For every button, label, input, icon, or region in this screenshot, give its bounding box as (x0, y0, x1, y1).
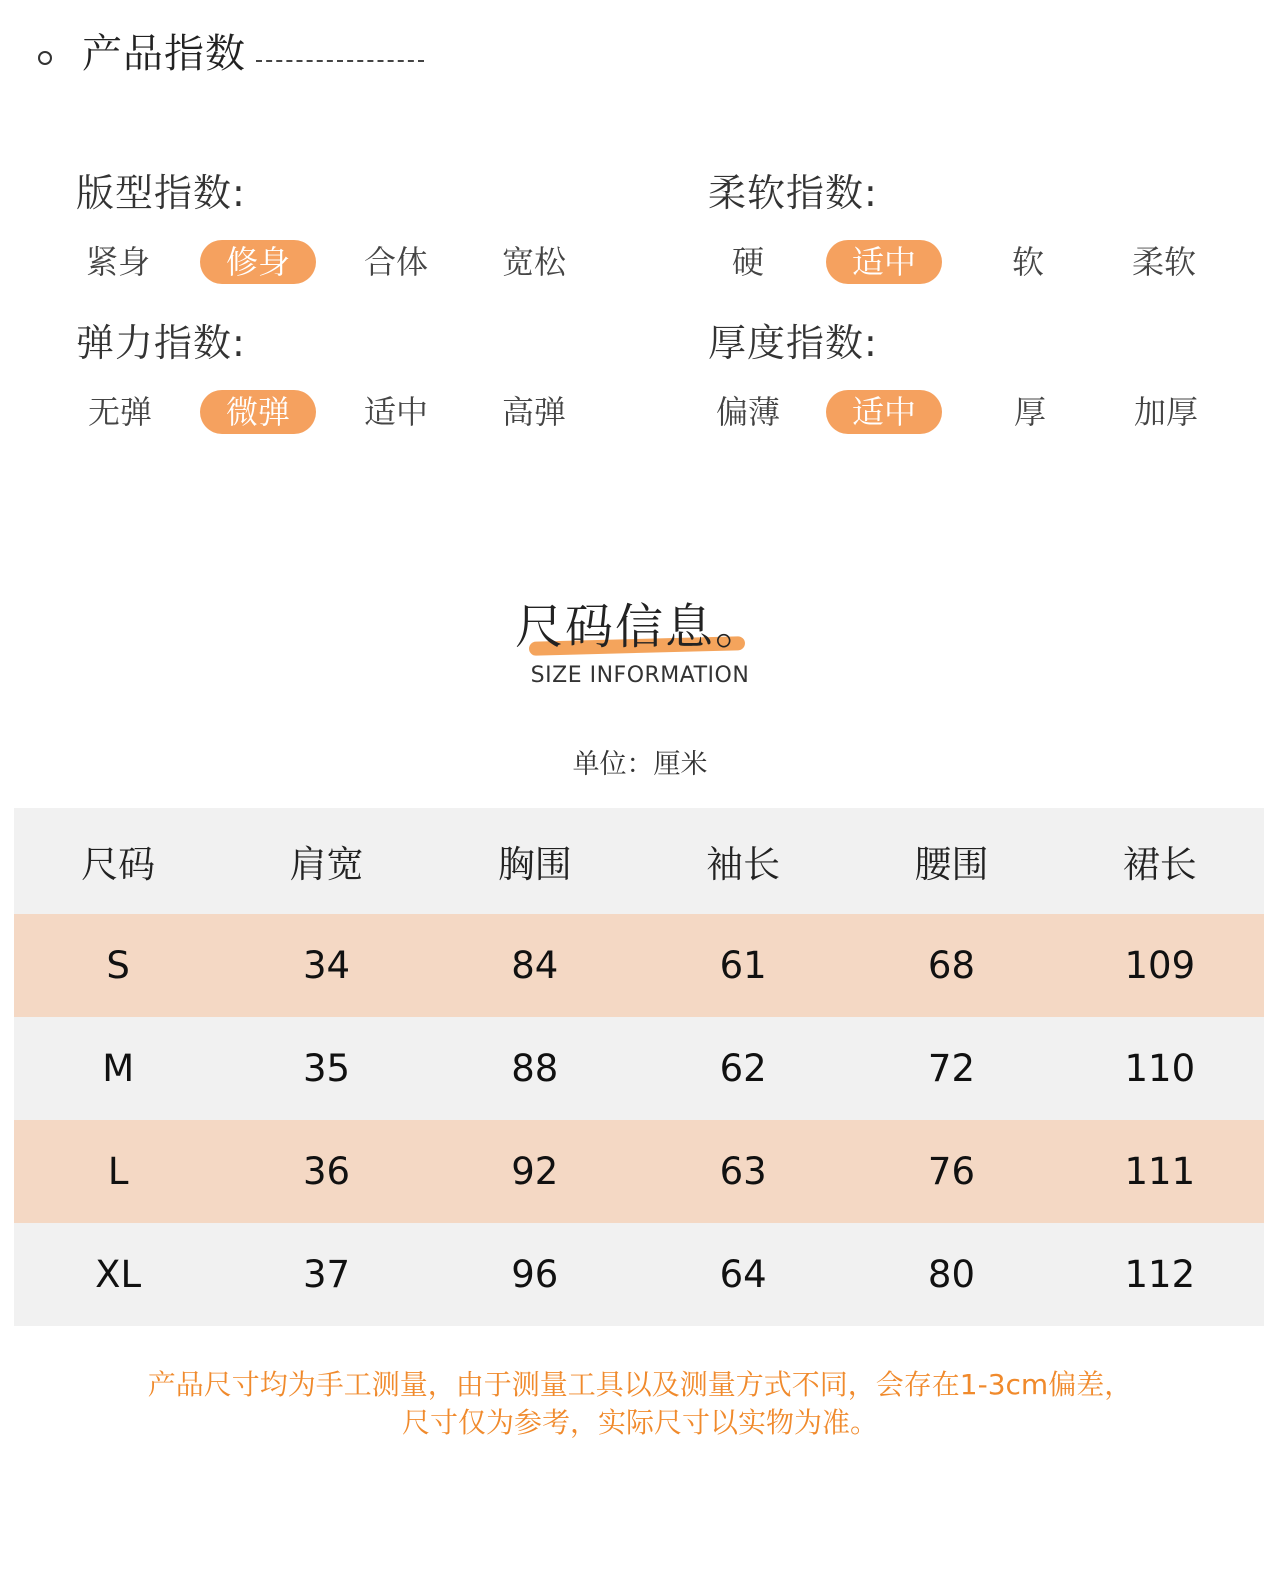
table-row (14, 1017, 1264, 1120)
table-cell: M (14, 1017, 222, 1120)
index-option: 宽松 (501, 243, 566, 281)
size-info-title: 尺码信息。 (514, 599, 765, 655)
table-cell: 109 (1056, 914, 1264, 1017)
table-row (14, 1223, 1264, 1326)
table-cell: 72 (847, 1017, 1055, 1120)
table-cell: 76 (847, 1120, 1055, 1223)
table-cell: S (14, 914, 222, 1017)
index-option: 柔软 (1131, 243, 1196, 281)
index-option: 厚 (1013, 393, 1046, 431)
index-option-selected: 适中 (826, 240, 942, 284)
table-cell: 96 (431, 1223, 639, 1326)
table-cell: 36 (222, 1120, 430, 1223)
index-thickness (708, 318, 1268, 440)
index-options (76, 390, 636, 440)
table-cell: 61 (639, 914, 847, 1017)
table-cell: 34 (222, 914, 430, 1017)
note-line-1: 产品尺寸均为手工测量，由于测量工具以及测量方式不同，会存在1-3cm偏差， (147, 1368, 1133, 1401)
index-option: 无弹 (87, 393, 152, 431)
index-option: 软 (1011, 243, 1044, 281)
index-option: 紧身 (85, 243, 150, 281)
column-header: 袖长 (639, 808, 847, 914)
table-cell: 63 (639, 1120, 847, 1223)
index-option-selected: 修身 (200, 240, 316, 284)
index-options (76, 240, 636, 290)
table-cell: 110 (1056, 1017, 1264, 1120)
index-label: 厚度指数: (708, 321, 878, 365)
index-option: 适中 (363, 393, 428, 431)
table-cell: 112 (1056, 1223, 1264, 1326)
measurement-note (0, 1366, 1280, 1442)
table-cell: L (14, 1120, 222, 1223)
index-label: 弹力指数: (76, 321, 246, 365)
size-info-title-wrap (515, 588, 765, 657)
index-softness (708, 168, 1268, 290)
size-table (14, 808, 1264, 1326)
index-option: 偏薄 (715, 393, 780, 431)
table-cell: 111 (1056, 1120, 1264, 1223)
index-option-selected: 适中 (826, 390, 942, 434)
column-header: 胸围 (431, 808, 639, 914)
index-options (708, 240, 1268, 290)
size-info-subtitle: SIZE INFORMATION (530, 663, 750, 688)
index-elasticity (76, 318, 636, 440)
index-option: 硬 (731, 243, 764, 281)
unit-label: 单位：厘米 (572, 749, 708, 780)
table-cell: 62 (639, 1017, 847, 1120)
table-cell: XL (14, 1223, 222, 1326)
table-cell: 68 (847, 914, 1055, 1017)
table-cell: 84 (431, 914, 639, 1017)
column-header: 肩宽 (222, 808, 430, 914)
column-header: 裙长 (1056, 808, 1264, 914)
section-title: 产品指数 (82, 30, 246, 77)
size-info-heading (0, 588, 1280, 688)
note-line-2: 尺寸仅为参考，实际尺寸以实物为准。 (401, 1406, 878, 1439)
table-cell: 88 (431, 1017, 639, 1120)
index-option: 加厚 (1133, 393, 1198, 431)
dashed-divider (256, 60, 424, 62)
table-row (14, 914, 1264, 1017)
table-row (14, 1120, 1264, 1223)
table-cell: 64 (639, 1223, 847, 1326)
table-cell: 92 (431, 1120, 639, 1223)
circle-bullet-icon (38, 51, 52, 65)
index-option-selected: 微弹 (200, 390, 316, 434)
index-option: 合体 (363, 243, 428, 281)
table-cell: 80 (847, 1223, 1055, 1326)
column-header: 尺码 (14, 808, 222, 914)
section-header (38, 20, 424, 80)
column-header: 腰围 (847, 808, 1055, 914)
index-fit (76, 168, 636, 290)
table-cell: 37 (222, 1223, 430, 1326)
index-option: 高弹 (501, 393, 566, 431)
table-header-row (14, 808, 1264, 914)
table-cell: 35 (222, 1017, 430, 1120)
index-options (708, 390, 1268, 440)
index-label: 柔软指数: (708, 171, 878, 215)
index-label: 版型指数: (76, 171, 246, 215)
